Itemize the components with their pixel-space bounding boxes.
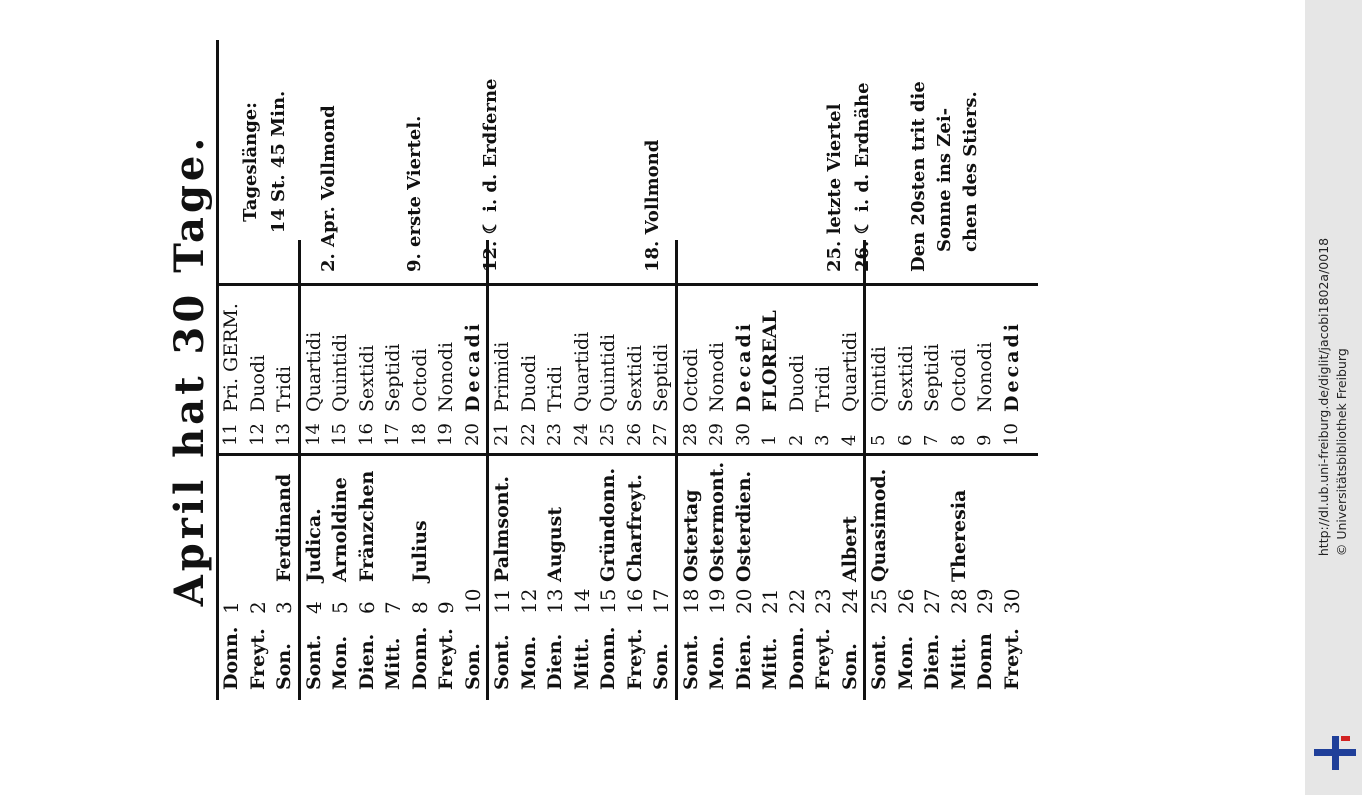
event-apogee: 12. ☾ i. d. Erdferne [480, 78, 501, 272]
republican-number: 26 [623, 423, 645, 446]
weekday: Mon. [894, 635, 917, 690]
republican-day: Octodi [947, 348, 970, 412]
republican-day: Quartidi [570, 331, 593, 412]
republican-row [863, 282, 893, 452]
republican-row [999, 282, 1026, 452]
day-number: 5 [328, 601, 352, 614]
day-number: 3 [272, 601, 296, 614]
name-day: Theresia [947, 489, 970, 582]
republican-number: 27 [650, 423, 671, 446]
name-day: Judica. [302, 508, 325, 582]
event-last-quarter: 25. letzte Viertel [824, 103, 845, 272]
name-day: Gründonn. [597, 467, 619, 582]
republican-row [245, 282, 272, 452]
republican-day: Quintidi [329, 333, 351, 412]
daylength-value: 14 St. 45 Min. [268, 90, 289, 234]
copyright-text: © Universitätsbibliothek Freiburg [1334, 348, 1349, 557]
weekday: Freyt. [246, 628, 269, 690]
day-number: 2 [245, 601, 270, 614]
day-number: 13 [543, 588, 567, 614]
day-number: 29 [973, 588, 997, 614]
weekday: Dien. [732, 633, 755, 690]
republican-row [327, 282, 354, 452]
republican-day: Duodi [246, 354, 269, 412]
republican-row [675, 282, 705, 452]
calendar-page [160, 40, 1210, 700]
republican-number: 12 [246, 423, 268, 446]
republican-number: 9 [974, 434, 995, 446]
republican-row [218, 282, 245, 452]
republican-number: 23 [544, 423, 565, 446]
weekday: Mitt. [759, 637, 781, 690]
event-full-moon-2: 18. Vollmond [642, 139, 663, 272]
day-number: 12 [516, 588, 541, 614]
republican-row [810, 282, 837, 452]
republican-number: 16 [355, 423, 377, 446]
republican-number: 29 [706, 423, 727, 446]
source-url[interactable]: http://dl.ub.uni-freiburg.de/diglit/jacobi1802a/0018 [1316, 237, 1331, 557]
weekday: Donn. [408, 626, 431, 690]
republican-number: 25 [597, 423, 618, 446]
page-title: April hat 30 Tage. [166, 133, 213, 607]
name-day: Ostermont. [706, 461, 728, 582]
republican-row [704, 282, 731, 452]
republican-number: 13 [273, 423, 294, 446]
republican-number: 22 [517, 423, 539, 446]
republican-day: Nonodi [974, 342, 996, 412]
day-number: 11 [490, 588, 514, 614]
weekday: Sont. [868, 634, 890, 690]
republican-number: 19 [435, 423, 456, 446]
name-day: August [544, 506, 566, 582]
republican-day: Pri. GERM. [220, 303, 242, 412]
republican-day: Quintidi [597, 333, 619, 412]
weekday: Mon. [329, 635, 351, 690]
day-number: 27 [920, 588, 944, 614]
name-day: Osterdien. [732, 470, 755, 582]
republican-row [622, 282, 649, 452]
republican-row [516, 282, 543, 452]
republican-day: Duodi [785, 354, 808, 412]
day-number: 6 [354, 601, 379, 614]
republican-number: 4 [838, 434, 860, 446]
name-day: Ostertag [679, 489, 702, 582]
republican-day: Sextidi [894, 345, 917, 412]
weekday: Freyt. [435, 628, 457, 690]
republican-row [486, 282, 516, 452]
republican-row [893, 282, 920, 452]
weekday: Freyt. [1000, 628, 1023, 690]
weekday: Son. [273, 643, 295, 690]
republican-day: Decadi [1000, 321, 1023, 412]
republican-number: 30 [732, 423, 754, 446]
weekday: Mitt. [947, 637, 970, 690]
republican-number: 24 [570, 423, 592, 446]
weekday: Son. [838, 643, 861, 690]
day-number: 30 [999, 588, 1024, 614]
republican-row [298, 282, 328, 452]
library-logo-icon [1314, 732, 1356, 774]
day-number: 4 [301, 601, 326, 614]
weekday: Donn. [785, 626, 808, 690]
republican-row [731, 282, 758, 452]
republican-day: Nonodi [706, 342, 728, 412]
republican-row [648, 282, 675, 452]
weekday: Freyt. [812, 628, 834, 690]
republican-row [757, 282, 784, 452]
weekday: Donn. [597, 626, 619, 690]
republican-number: 3 [812, 434, 833, 446]
name-day: Julius [408, 520, 431, 582]
republican-row [946, 282, 973, 452]
republican-row [569, 282, 596, 452]
republican-number: 21 [491, 423, 512, 446]
name-day: Quasimod. [868, 468, 890, 582]
name-day: Arnoldine [329, 477, 351, 582]
event-first-quarter: 9. erste Viertel. [404, 115, 425, 272]
weekday: Dien. [544, 633, 566, 690]
weekday: Sont. [491, 634, 513, 690]
republican-day: Decadi [732, 321, 755, 412]
weekday: Sont. [679, 634, 702, 690]
weekday: Freyt. [623, 628, 646, 690]
weekday: Mon. [517, 635, 540, 690]
name-day: Charfreyt. [623, 474, 646, 582]
weekday: Donn [974, 633, 996, 690]
republican-row [271, 282, 298, 452]
republican-number: 6 [894, 434, 916, 446]
republican-row [380, 282, 407, 452]
republican-number: 10 [1000, 423, 1022, 446]
day-number: 19 [705, 588, 729, 614]
republican-day: Tridi [812, 365, 834, 412]
day-number: 14 [569, 588, 594, 614]
republican-row [460, 282, 487, 452]
weekday: Donn. [220, 626, 242, 690]
day-number: 22 [784, 588, 809, 614]
name-day: Ferdinand [273, 473, 295, 582]
sun-note-line-1: Den 20sten trit die [908, 81, 929, 272]
weekday: Mitt. [382, 637, 404, 690]
republican-day: Sextidi [623, 345, 646, 412]
name-day: Albert [838, 515, 861, 582]
republican-number: 17 [382, 423, 403, 446]
republican-row [354, 282, 381, 452]
day-number: 17 [649, 588, 673, 614]
day-number: 1 [219, 601, 243, 614]
name-day: Palmsont. [491, 476, 513, 582]
republican-day: Duodi [517, 354, 540, 412]
weekday: Dien. [921, 633, 943, 690]
day-number: 16 [622, 588, 647, 614]
republican-row [919, 282, 946, 452]
republican-row [784, 282, 811, 452]
weekday: Son. [461, 643, 484, 690]
republican-number: 18 [408, 423, 430, 446]
weekday: Sont. [302, 634, 325, 690]
day-number: 20 [731, 588, 756, 614]
day-number: 10 [460, 588, 485, 614]
republican-number: 20 [461, 423, 483, 446]
republican-number: 8 [947, 434, 969, 446]
republican-row [595, 282, 622, 452]
republican-day: Septidi [382, 343, 404, 412]
day-number: 7 [381, 601, 405, 614]
weekday: Dien. [355, 633, 378, 690]
republican-number: 15 [329, 423, 350, 446]
viewer-sidebar [1305, 0, 1362, 795]
republican-day: Nonodi [435, 342, 457, 412]
republican-day: Sextidi [355, 345, 378, 412]
sun-note-line-2: Sonne ins Zei- [934, 107, 955, 252]
republican-day: FLOREAL [759, 310, 781, 412]
republican-row [837, 282, 864, 452]
day-number: 28 [946, 588, 971, 614]
event-full-moon-1: 2. Apr. Vollmond [318, 105, 339, 272]
republican-row [407, 282, 434, 452]
republican-number: 1 [759, 434, 780, 446]
weekday: Son. [650, 643, 672, 690]
day-number: 26 [893, 588, 918, 614]
event-perigee: 26. ☾ i. d. Erdnähe [852, 82, 873, 272]
day-number: 23 [811, 588, 835, 614]
republican-number: 14 [302, 423, 324, 446]
republican-day: Tridi [273, 365, 295, 412]
day-number: 18 [678, 588, 703, 614]
republican-day: Decadi [461, 321, 484, 412]
republican-day: Qintidi [868, 346, 890, 412]
republican-number: 28 [679, 423, 701, 446]
sun-note-line-3: chen des Stiers. [960, 91, 981, 252]
republican-row [433, 282, 460, 452]
day-number: 25 [867, 588, 891, 614]
daylength-label: Tageslänge: [240, 102, 261, 222]
republican-column [218, 282, 1025, 452]
republican-number: 11 [220, 423, 241, 446]
republican-day: Octodi [679, 348, 702, 412]
weekday: Mitt. [570, 637, 593, 690]
day-number: 24 [837, 588, 862, 614]
republican-day: Septidi [650, 343, 672, 412]
day-number: 21 [758, 588, 782, 614]
day-number: 8 [407, 601, 432, 614]
day-number: 9 [434, 601, 458, 614]
weekday: Mon. [706, 635, 728, 690]
republican-day: Quartidi [302, 331, 325, 412]
republican-day: Quartidi [838, 331, 861, 412]
republican-row [542, 282, 569, 452]
republican-number: 2 [785, 434, 807, 446]
republican-day: Tridi [544, 365, 566, 412]
republican-number: 5 [868, 434, 889, 446]
name-day: Fränzchen [355, 470, 378, 582]
republican-number: 7 [921, 434, 942, 446]
republican-row [972, 282, 999, 452]
day-number: 15 [596, 588, 620, 614]
republican-day: Primidi [491, 341, 513, 412]
republican-day: Octodi [408, 348, 431, 412]
republican-day: Septidi [921, 343, 943, 412]
sidebar-credits [1315, 238, 1351, 556]
